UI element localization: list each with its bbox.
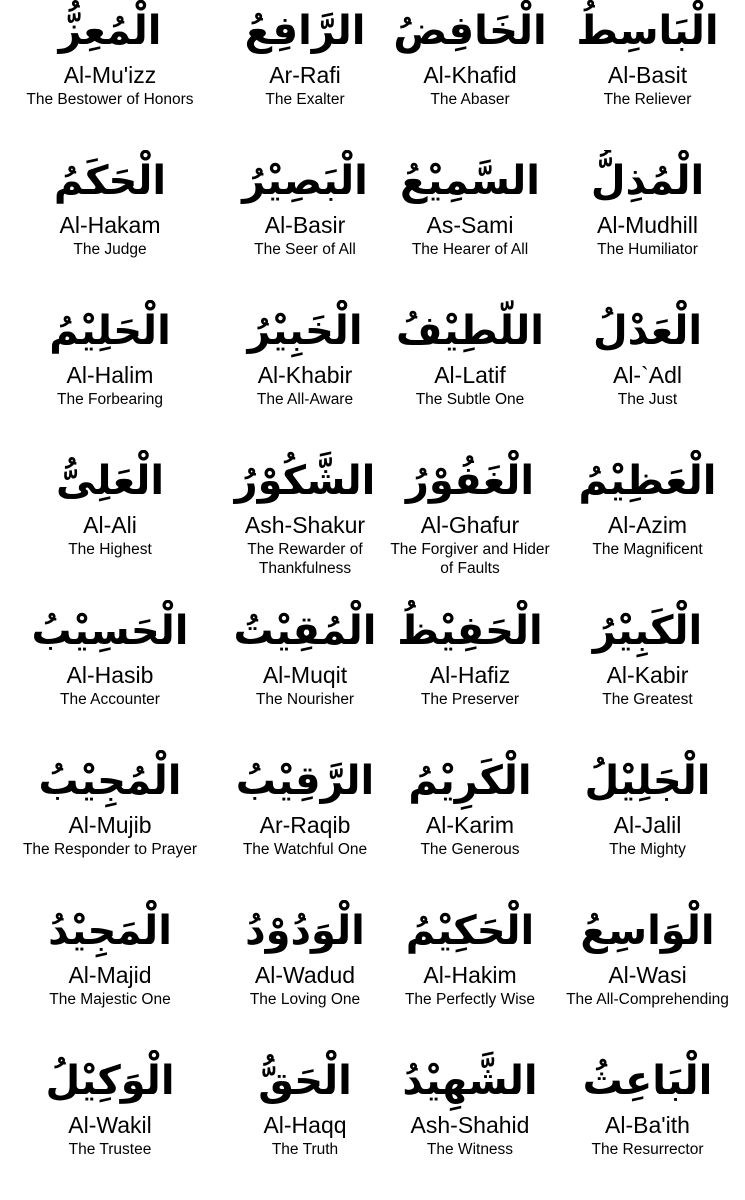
- transliteration: Ar-Rafi: [269, 62, 341, 88]
- name-card: [220, 450, 390, 600]
- arabic-name: الْبَاسِطُ: [576, 8, 719, 54]
- arabic-name: الْحَسِيْبُ: [31, 608, 189, 654]
- name-card: [550, 1050, 745, 1200]
- transliteration: Al-Majid: [68, 962, 152, 988]
- arabic-name: الْوَكِيْلُ: [45, 1058, 175, 1104]
- arabic-name: الرَّافِعُ: [244, 8, 366, 54]
- arabic-name: الْوَدُوْدُ: [245, 908, 365, 954]
- arabic-name: الْغَفُوْرُ: [405, 458, 535, 504]
- arabic-name: الْكَرِيْمُ: [408, 758, 532, 804]
- meaning: The Subtle One: [415, 391, 525, 408]
- transliteration: Al-Karim: [425, 812, 515, 838]
- name-card: [550, 600, 745, 750]
- name-card: [390, 600, 550, 750]
- arabic-name: الْبَصِيْرُ: [242, 158, 368, 204]
- arabic-name: الشَّكُوْرُ: [234, 458, 376, 504]
- meaning: The Abaser: [430, 91, 510, 108]
- transliteration: Al-Haqq: [263, 1112, 347, 1138]
- transliteration: Al-Mujib: [68, 812, 152, 838]
- arabic-name: الْمُذِلُّ: [590, 158, 705, 204]
- meaning: The Loving One: [249, 991, 361, 1008]
- meaning: The Witness: [426, 1141, 514, 1158]
- arabic-name: الْحَلِيْمُ: [49, 308, 171, 354]
- transliteration: Al-Ali: [83, 512, 137, 538]
- meaning: The Mighty: [609, 841, 686, 858]
- arabic-name: الشَّهِيْدُ: [402, 1058, 538, 1104]
- transliteration: Al-Muqit: [262, 662, 348, 688]
- name-card: [0, 1050, 220, 1200]
- meaning: The Reliever: [603, 91, 692, 108]
- name-card: [0, 450, 220, 600]
- meaning: The Nourisher: [255, 691, 355, 708]
- arabic-name: الْوَاسِعُ: [580, 908, 715, 954]
- name-card: [0, 750, 220, 900]
- meaning: The Majestic One: [49, 991, 171, 1008]
- meaning: The Magnificent: [592, 541, 703, 558]
- meaning: The Generous: [420, 841, 520, 858]
- arabic-name: الْمَجِيْدُ: [48, 908, 172, 954]
- transliteration: Al-Khabir: [257, 362, 353, 388]
- arabic-name: الْمُجِيْبُ: [38, 758, 182, 804]
- transliteration: Al-Mudhill: [597, 212, 698, 238]
- name-card: [550, 900, 745, 1050]
- name-card: [550, 450, 745, 600]
- transliteration: Al-Hakim: [423, 962, 517, 988]
- arabic-name: الرَّقِيْبُ: [235, 758, 375, 804]
- transliteration: Al-Hakam: [59, 212, 161, 238]
- meaning: The Forgiver and Hider of Faults: [390, 541, 550, 577]
- meaning: The Perfectly Wise: [404, 991, 536, 1008]
- arabic-name: السَّمِيْعُ: [400, 158, 540, 204]
- meaning: The Seer of All: [254, 241, 356, 258]
- meaning: The Preserver: [420, 691, 520, 708]
- transliteration: Al-`Adl: [612, 362, 682, 388]
- name-card: [220, 0, 390, 150]
- transliteration: Al-Jalil: [613, 812, 682, 838]
- meaning: The Rewarder of Thankfulness: [247, 541, 363, 577]
- transliteration: Ar-Raqib: [259, 812, 351, 838]
- meaning: The Trustee: [68, 1141, 152, 1158]
- meaning: The Humiliator: [597, 241, 698, 258]
- name-card: [220, 600, 390, 750]
- name-card: [0, 900, 220, 1050]
- name-card: [0, 0, 220, 150]
- meaning: The Just: [617, 391, 678, 408]
- arabic-name: الْعَلِىُّ: [55, 458, 165, 504]
- meaning: The Highest: [68, 541, 152, 558]
- arabic-name: الْخَافِضُ: [393, 8, 547, 54]
- arabic-name: الْحَفِيْظُ: [397, 608, 543, 654]
- transliteration: Al-Kabir: [606, 662, 689, 688]
- arabic-name: الْبَاعِثُ: [582, 1058, 713, 1104]
- transliteration: Al-Azim: [607, 512, 688, 538]
- name-card: [390, 900, 550, 1050]
- arabic-name: الْحَكَمُ: [53, 158, 167, 204]
- transliteration: Al-Halim: [66, 362, 154, 388]
- meaning: The Accounter: [60, 691, 160, 708]
- meaning: The Forbearing: [57, 391, 163, 408]
- transliteration: As-Sami: [426, 212, 514, 238]
- name-card: [220, 150, 390, 300]
- name-card: [550, 150, 745, 300]
- arabic-name: الْمُقِيْتُ: [233, 608, 377, 654]
- arabic-name: الْخَبِيْرُ: [247, 308, 363, 354]
- meaning: The Responder to Prayer: [22, 841, 198, 858]
- name-card: [390, 450, 550, 600]
- meaning: The Hearer of All: [411, 241, 529, 258]
- transliteration: Al-Hafiz: [429, 662, 511, 688]
- transliteration: Al-Mu'izz: [63, 62, 157, 88]
- meaning: The Greatest: [602, 691, 693, 708]
- meaning: The Exalter: [265, 91, 345, 108]
- name-card: [550, 750, 745, 900]
- name-card: [220, 900, 390, 1050]
- name-card: [390, 750, 550, 900]
- transliteration: Al-Wakil: [68, 1112, 152, 1138]
- name-card: [0, 300, 220, 450]
- transliteration: Al-Wadud: [254, 962, 356, 988]
- name-card: [390, 0, 550, 150]
- transliteration: Al-Basit: [607, 62, 688, 88]
- meaning: The Resurrector: [591, 1141, 704, 1158]
- meaning: The Truth: [271, 1141, 339, 1158]
- name-card: [550, 0, 745, 150]
- transliteration: Al-Hasib: [66, 662, 154, 688]
- arabic-name: الْعَظِيْمُ: [578, 458, 717, 504]
- arabic-name: اللَّطِيْفُ: [396, 308, 544, 354]
- transliteration: Al-Ba'ith: [605, 1112, 690, 1138]
- name-card: [220, 750, 390, 900]
- name-card: [390, 150, 550, 300]
- arabic-name: الْحَكِيْمُ: [405, 908, 535, 954]
- name-card: [390, 300, 550, 450]
- meaning: The Judge: [73, 241, 147, 258]
- arabic-name: الْعَدْلُ: [592, 308, 703, 354]
- name-card: [390, 1050, 550, 1200]
- arabic-name: الْمُعِزُّ: [58, 8, 162, 54]
- transliteration: Al-Khafid: [423, 62, 517, 88]
- name-card: [220, 1050, 390, 1200]
- transliteration: Al-Ghafur: [420, 512, 520, 538]
- name-card: [0, 600, 220, 750]
- arabic-name: الْكَبِيْرُ: [592, 608, 703, 654]
- arabic-name: الْحَقُّ: [258, 1058, 352, 1104]
- arabic-name: الْجَلِيْلُ: [584, 758, 711, 804]
- meaning: The Watchful One: [242, 841, 368, 858]
- name-card: [220, 300, 390, 450]
- meaning: The Bestower of Honors: [26, 91, 194, 108]
- transliteration: Al-Basir: [264, 212, 346, 238]
- transliteration: Al-Wasi: [608, 962, 687, 988]
- transliteration: Al-Latif: [434, 362, 506, 388]
- transliteration: Ash-Shakur: [244, 512, 366, 538]
- name-card: [0, 150, 220, 300]
- meaning: The All-Aware: [256, 391, 354, 408]
- name-card: [550, 300, 745, 450]
- meaning: The All-Comprehending: [566, 991, 729, 1008]
- transliteration: Ash-Shahid: [410, 1112, 530, 1138]
